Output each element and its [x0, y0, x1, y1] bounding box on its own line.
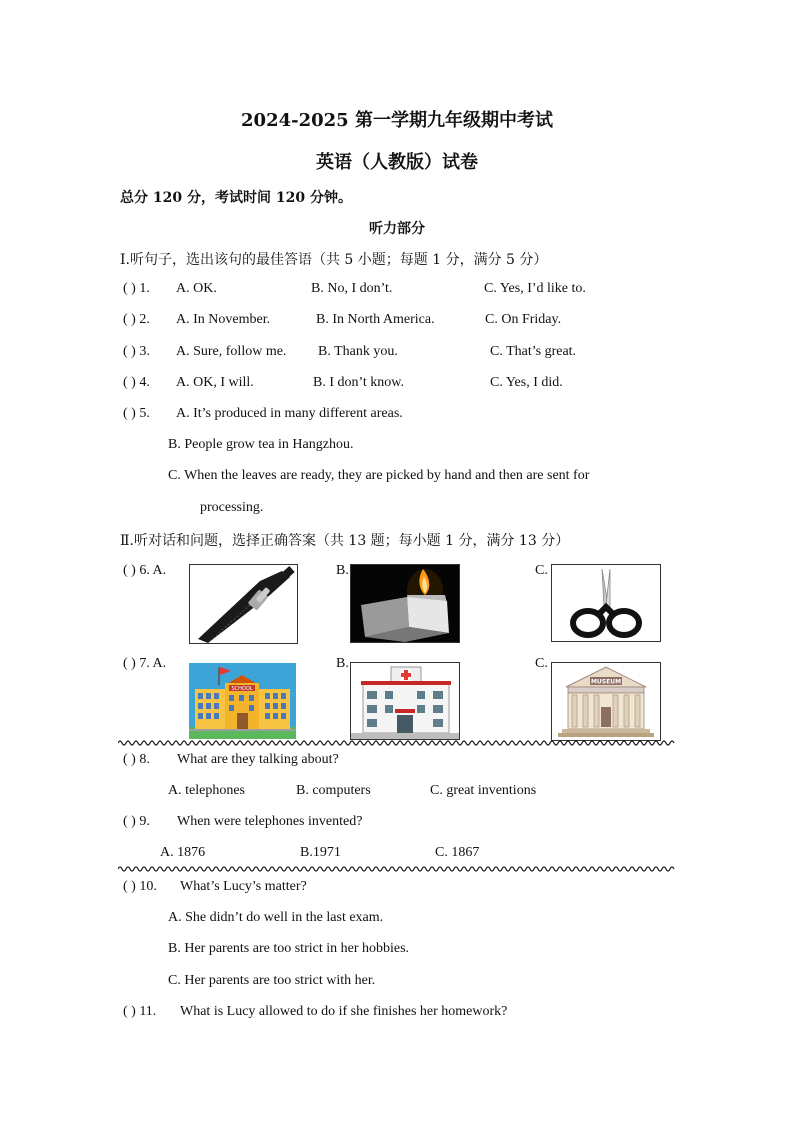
q3-option-b: B. Thank you. [318, 344, 398, 359]
q3-option-a: A. Sure, follow me. [176, 344, 287, 359]
q9-option-a: A. 1876 [160, 845, 206, 860]
q1-option-b: B. No, I don’t. [311, 281, 393, 296]
q8-question: What are they talking about? [177, 752, 339, 767]
q6-label-b: B. [336, 563, 349, 578]
exam-info: 总分 120 分，考试时间 120 分钟。 [120, 190, 352, 206]
scissors-image [551, 564, 661, 642]
q4-option-b: B. I don’t know. [313, 375, 404, 390]
q1-option-a: A. OK. [176, 281, 217, 296]
wavy-divider [118, 865, 676, 873]
q7-label-c: C. [535, 656, 548, 671]
section-2-heading: Ⅱ.听对话和问题，选择正确答案（共 13 题；每小题 1 分，满分 13 分） [120, 533, 570, 549]
q11-number: ( ) 11. [123, 1004, 157, 1019]
museum-image [551, 662, 661, 741]
exam-subtitle: 英语（人教版）试卷 [316, 152, 478, 173]
q5-option-a: A. It’s produced in many different areas. [176, 406, 403, 421]
q5-number: ( ) 5. [123, 406, 150, 421]
museum-sign-text: MUSEUM [590, 678, 622, 686]
q7-number: ( ) 7. A. [123, 656, 167, 671]
q1-option-c: C. Yes, I’d like to. [484, 281, 586, 296]
lighter-image [350, 564, 460, 643]
q5-option-b: B. People grow tea in Hangzhou. [168, 437, 354, 452]
q5-option-c-continued: processing. [200, 500, 264, 515]
part-title: 听力部分 [369, 221, 425, 237]
school-image [189, 663, 296, 739]
q6-number: ( ) 6. A. [123, 563, 167, 578]
q9-option-b: B.1971 [300, 845, 341, 860]
q8-option-c: C. great inventions [430, 783, 537, 798]
q10-number: ( ) 10. [123, 879, 157, 894]
q9-question: When were telephones invented? [177, 814, 363, 829]
q8-number: ( ) 8. [123, 752, 150, 767]
section-1-heading: Ⅰ.听句子，选出该句的最佳答语（共 5 小题；每题 1 分，满分 5 分） [120, 252, 548, 268]
q4-number: ( ) 4. [123, 375, 150, 390]
q5-option-c: C. When the leaves are ready, they are picked by hand and then are sent for [168, 468, 590, 483]
q4-option-a: A. OK, I will. [176, 375, 254, 390]
q11-question: What is Lucy allowed to do if she finishes her homework? [180, 1004, 508, 1019]
q8-option-b: B. computers [296, 783, 371, 798]
q2-option-b: B. In North America. [316, 312, 435, 327]
zipper-image [189, 564, 298, 644]
school-sign-text: SCHOOL [231, 686, 253, 692]
q1-number: ( ) 1. [123, 281, 150, 296]
wavy-divider [118, 739, 676, 747]
q3-option-c: C. That’s great. [490, 344, 577, 359]
q10-option-a: A. She didn’t do well in the last exam. [168, 910, 384, 925]
q10-option-b: B. Her parents are too strict in her hobbies. [168, 941, 410, 956]
q4-option-c: C. Yes, I did. [490, 375, 563, 390]
q2-number: ( ) 2. [123, 312, 150, 327]
q3-number: ( ) 3. [123, 344, 150, 359]
q6-label-c: C. [535, 563, 548, 578]
exam-title: 2024-2025 第一学期九年级期中考试 [241, 110, 553, 131]
q10-option-c: C. Her parents are too strict with her. [168, 973, 376, 988]
hospital-image [350, 662, 460, 740]
q9-number: ( ) 9. [123, 814, 150, 829]
q10-question: What’s Lucy’s matter? [180, 879, 307, 894]
q2-option-a: A. In November. [176, 312, 271, 327]
q2-option-c: C. On Friday. [485, 312, 562, 327]
q7-label-b: B. [336, 656, 349, 671]
q8-option-a: A. telephones [168, 783, 245, 798]
q9-option-c: C. 1867 [435, 845, 480, 860]
